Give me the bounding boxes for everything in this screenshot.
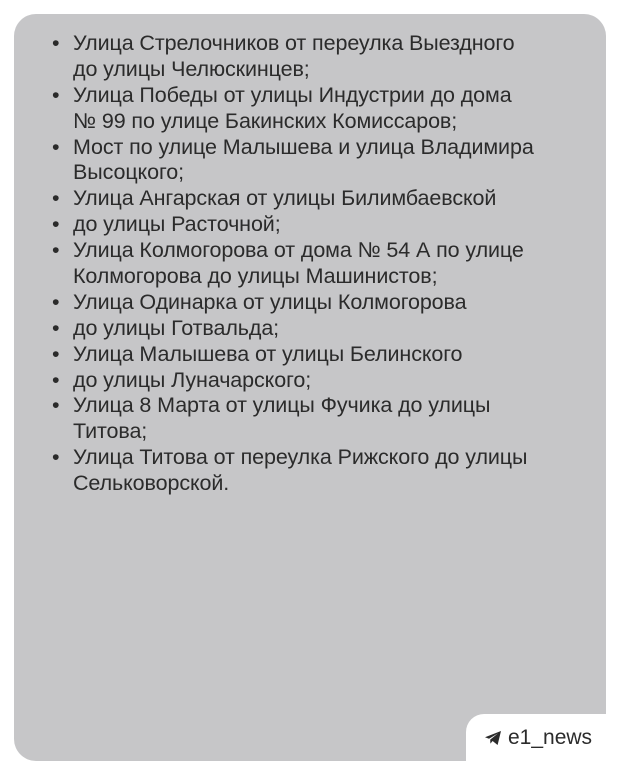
source-label: e1_news xyxy=(508,726,593,749)
list-line xyxy=(52,57,592,83)
bullet-icon: • xyxy=(52,445,60,470)
list-line-text: Мост по улице Малышева и улица Владимира xyxy=(73,134,534,159)
telegram-icon xyxy=(484,730,502,746)
list-line xyxy=(52,264,592,290)
list-line-text: Улица 8 Марта от улицы Фучика до улицы xyxy=(73,393,491,418)
bullet-icon: • xyxy=(52,238,60,263)
list-line xyxy=(52,160,592,186)
bullet-icon: • xyxy=(52,315,60,340)
list-line-text: до улицы Челюскинцев; xyxy=(73,56,310,81)
bullet-icon: • xyxy=(52,367,60,392)
list-line-text: до улицы Готвальда; xyxy=(73,315,280,340)
list-line xyxy=(52,83,592,109)
bullet-icon: • xyxy=(52,186,60,211)
list-line-text: № 99 по улице Бакинских Комиссаров; xyxy=(73,108,458,133)
bullet-icon: • xyxy=(52,289,60,314)
list-line-text: Улица Победы от улицы Индустрии до дома xyxy=(73,82,512,107)
bullet-icon: • xyxy=(52,31,60,55)
list-line xyxy=(52,393,592,419)
list-line-text: Улица Одинарка от улицы Колмогорова xyxy=(73,289,467,314)
list-line xyxy=(52,212,592,238)
list-line-text: Сельковорской. xyxy=(73,471,230,496)
list-line-text: Титова; xyxy=(73,419,148,444)
bullet-icon: • xyxy=(52,134,60,159)
bullet-icon: • xyxy=(52,212,60,237)
list-line xyxy=(52,368,592,394)
list-line xyxy=(52,186,592,212)
list-line-text: Улица Стрелочников от переулка Выездного xyxy=(73,31,515,55)
list-line-text: Колмогорова до улицы Машинистов; xyxy=(73,264,438,289)
source-credit[interactable] xyxy=(484,726,592,750)
list-line xyxy=(52,238,592,264)
bullet-icon: • xyxy=(52,341,60,366)
list-line xyxy=(52,135,592,161)
list-line xyxy=(52,445,592,471)
list-line-text: до улицы Луначарского; xyxy=(73,367,312,392)
list-line-text: до улицы Расточной; xyxy=(73,212,281,237)
list-line xyxy=(52,316,592,342)
list-line-text: Улица Титова от переулка Рижского до улицы xyxy=(73,445,528,470)
list-line xyxy=(52,342,592,368)
list-line-text: Высоцкого; xyxy=(73,160,184,185)
street-list xyxy=(52,31,592,497)
list-line-text: Улица Малышева от улицы Белинского xyxy=(73,341,463,366)
bullet-icon: • xyxy=(52,393,60,418)
list-line xyxy=(52,419,592,445)
list-line xyxy=(52,471,592,497)
list-line-text: Улица Колмогорова от дома № 54 А по улице xyxy=(73,238,524,263)
list-line xyxy=(52,109,592,135)
list-line xyxy=(52,290,592,316)
list-line xyxy=(52,31,592,57)
bullet-icon: • xyxy=(52,82,60,107)
list-line-text: Улица Ангарская от улицы Билимбаевской xyxy=(73,186,497,211)
